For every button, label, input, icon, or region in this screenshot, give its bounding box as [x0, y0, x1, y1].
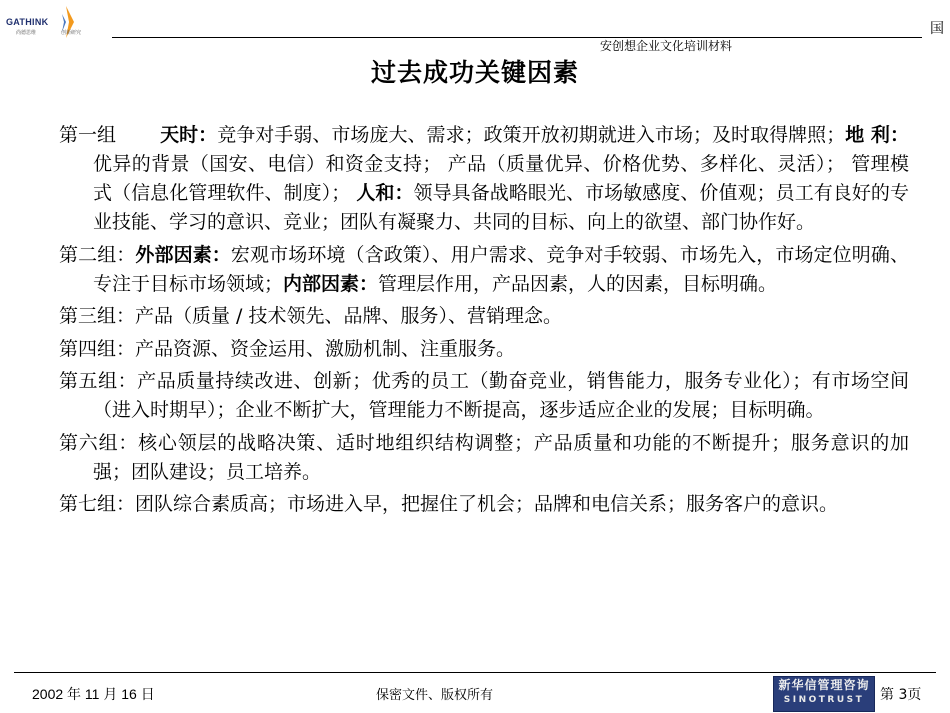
footer-date: 2002 年 11 月 16 日 — [32, 686, 155, 702]
logo-wordmark: GATHINK — [6, 17, 49, 27]
group-4-paragraph: 第四组：产品资源、资金运用、激励机制、注重服务。 — [59, 337, 516, 360]
group-2-label: 第二组： — [59, 243, 136, 266]
header-rule — [112, 37, 922, 38]
group-7-paragraph: 第七组：团队综合素质高；市场进入早，把握住了机会；品牌和电信关系；服务客户的意识。 — [59, 493, 839, 515]
header-subtitle: 安创想企业文化培训材料 — [600, 39, 733, 53]
group-1-text-3: 领导具备战略眼光、市场敏感度、价值观；员工有良好的专业技能、学习的意识、竞业；团队有凝聚力、共同的目标、向上的欲望、部门协作好。 — [93, 182, 909, 233]
group-2-keyword-internal: 内部因素： — [283, 272, 379, 295]
group-2-text-1: 宏观市场环境（含政策）、用户需求、竞争对手较弱、市场先入，市场定位明确、专注于目标市场领域； — [93, 243, 909, 295]
footer-rule — [14, 672, 936, 673]
brand-name-en: SINOTRUST — [783, 695, 865, 705]
group-1-text-2: 优异的背景（国安、电信）和资金支持； 产品（质量优异、价格优势、多样化、灵活）； 管理模式（信息化管理软件、制度）； — [93, 153, 909, 204]
group-2-keyword-external: 外部因素： — [135, 243, 231, 266]
group-1-paragraph — [59, 121, 909, 237]
gathink-logo — [6, 4, 96, 44]
group-6-paragraph: 第六组：核心领层的战略决策、适时地组织结构调整；产品质量和功能的不断提升；服务意识的加强；团队建设；员工培养。 — [59, 431, 909, 483]
group-5-paragraph: 第五组：产品质量持续改进、创新；优秀的员工（勤奋竞业，销售能力，服务专业化）；有市场空间（进入时期早）；企业不断扩大，管理能力不断提高，逐步适应企业的发展；目标明确。 — [59, 370, 909, 421]
group-1-keyword-renhe: 人和： — [356, 182, 414, 204]
page-title: 过去成功关键因素 — [370, 58, 579, 87]
group-1-label: 第一组 — [59, 124, 117, 146]
group-1-text-1: 竞争对手弱、市场庞大、需求；政策开放初期就进入市场；及时取得牌照； — [217, 124, 846, 146]
page-number: 第 3页 — [880, 687, 922, 703]
group-2-paragraph — [59, 241, 909, 299]
sinotrust-logo — [773, 676, 875, 712]
group-1-keyword-dili: 地 利： — [845, 124, 909, 146]
header-corner-text: 国 — [930, 21, 944, 37]
brand-name-cn: 新华信管理咨询 — [778, 678, 870, 692]
logo-tagline-right: 创新研究 — [61, 30, 82, 36]
group-1-keyword-tianshi: 天时： — [160, 124, 218, 146]
group-3-paragraph: 第三组：产品（质量 / 技术领先、品牌、服务）、营销理念。 — [59, 305, 562, 327]
footer-confidential-note: 保密文件、版权所有 — [376, 688, 494, 703]
group-2-text-2: 管理层作用，产品因素，人的因素，目标明确。 — [378, 272, 778, 295]
content-body — [59, 121, 909, 523]
logo-tagline-left: 尚德思维 — [16, 30, 37, 36]
